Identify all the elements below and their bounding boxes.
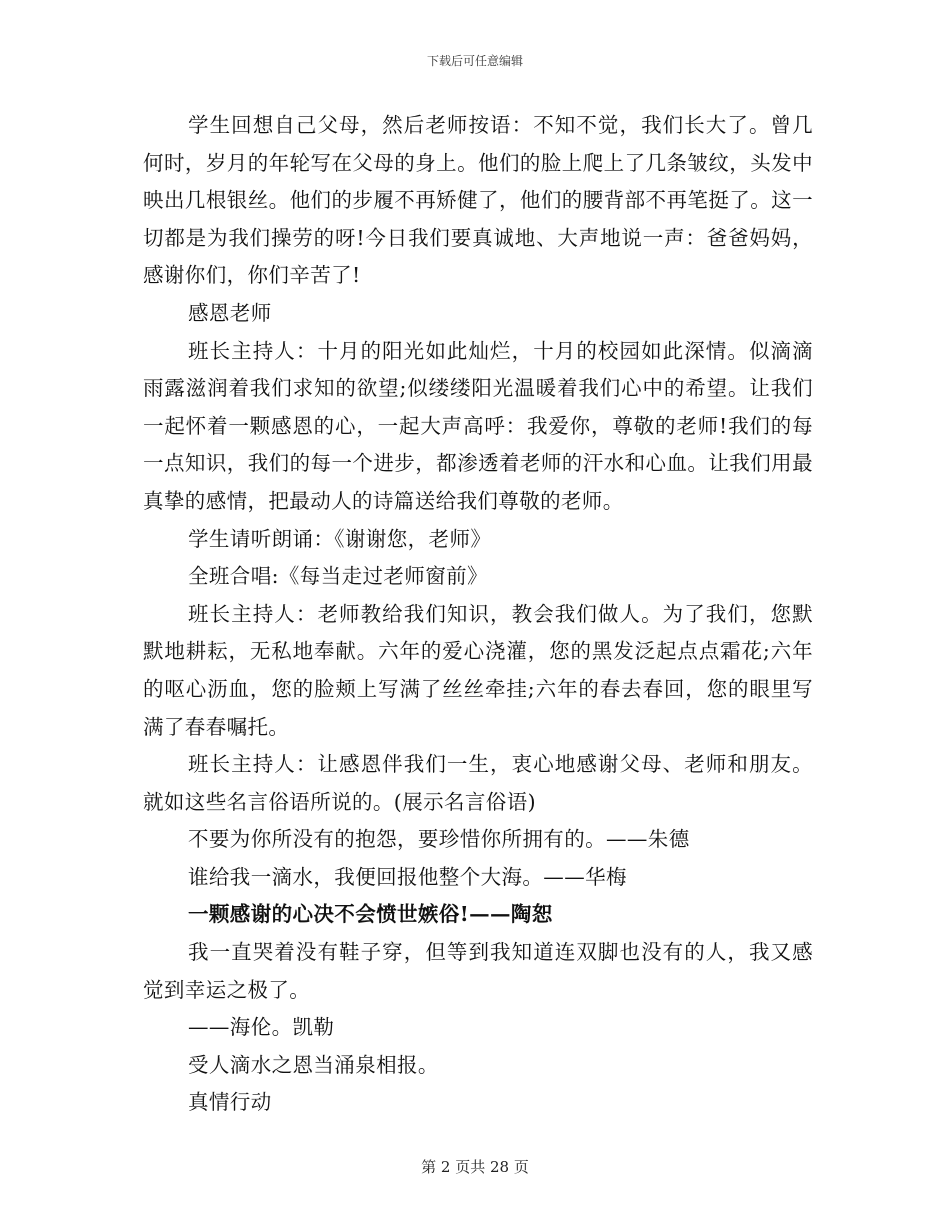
proverb-repay-kindness: 受人滴水之恩当涌泉相报。 [188, 1052, 439, 1077]
page-header: 下载后可任意编辑 [426, 54, 523, 68]
quote-zhu-de: 不要为你所没有的抱怨，要珍惜你所拥有的。——朱德 [188, 827, 690, 852]
paragraph-host-october: 班长主持人：十月的阳光如此灿烂，十月的校园如此深情。似滴滴雨露滋润着我们求知的欲望;似缕缕阳光温暖着我们心中的希望。让我们一起怀着一颗感恩的心，一起大声高呼：我爱你，尊敬的老师!我们的每一点知识，我们的每一个进步，都渗透着老师的汗水和心血。让我们用最真挚的感情，把最动人的诗篇送给我们尊敬的老师。 [143, 338, 813, 513]
paragraph-host-proverbs: 班长主持人：让感恩伴我们一生，衷心地感谢父母、老师和朋友。就如这些名言俗语所说的。(展示名言俗语) [143, 752, 813, 814]
section-heading-action: 真情行动 [188, 1090, 272, 1115]
paragraph-recitation: 学生请听朗诵：《谢谢您，老师》 [188, 526, 492, 551]
section-heading-thank-teachers: 感恩老师 [188, 300, 272, 325]
quote-tao-shu: 一颗感谢的心决不会愤世嫉俗!——陶恕 [188, 902, 553, 927]
page-footer: 第 2 页共 28 页 [421, 1158, 529, 1176]
paragraph-parents-reflection: 学生回想自己父母，然后老师按语：不知不觉，我们长大了。曾几何时，岁月的年轮写在父母的身上。他们的脸上爬上了几条皱纹，头发中映出几根银丝。他们的步履不再矫健了，他们的腰背部不再笔挺了。这一切都是为我们操劳的呀!今日我们要真诚地、大声地说一声：爸爸妈妈，感谢你们，你们辛苦了! [143, 113, 813, 288]
paragraph-host-teachers: 班长主持人：老师教给我们知识，教会我们做人。为了我们，您默默地耕耘，无私地奉献。六年的爱心浇灌，您的黑发泛起点点霜花;六年的呕心沥血，您的脸颊上写满了丝丝牵挂;六年的春去春回，您的眼里写满了春春嘱托。 [143, 601, 813, 739]
quote-helen-keller: 我一直哭着没有鞋子穿，但等到我知道连双脚也没有的人，我又感觉到幸运之极了。 [143, 940, 813, 1002]
quote-helen-keller-attribution: ——海伦。凯勒 [188, 1015, 335, 1040]
quote-hua-mei: 谁给我一滴水，我便回报他整个大海。——华梅 [188, 864, 627, 889]
document-body [143, 107, 813, 1122]
paragraph-chorus: 全班合唱:《每当走过老师窗前》 [188, 564, 488, 589]
